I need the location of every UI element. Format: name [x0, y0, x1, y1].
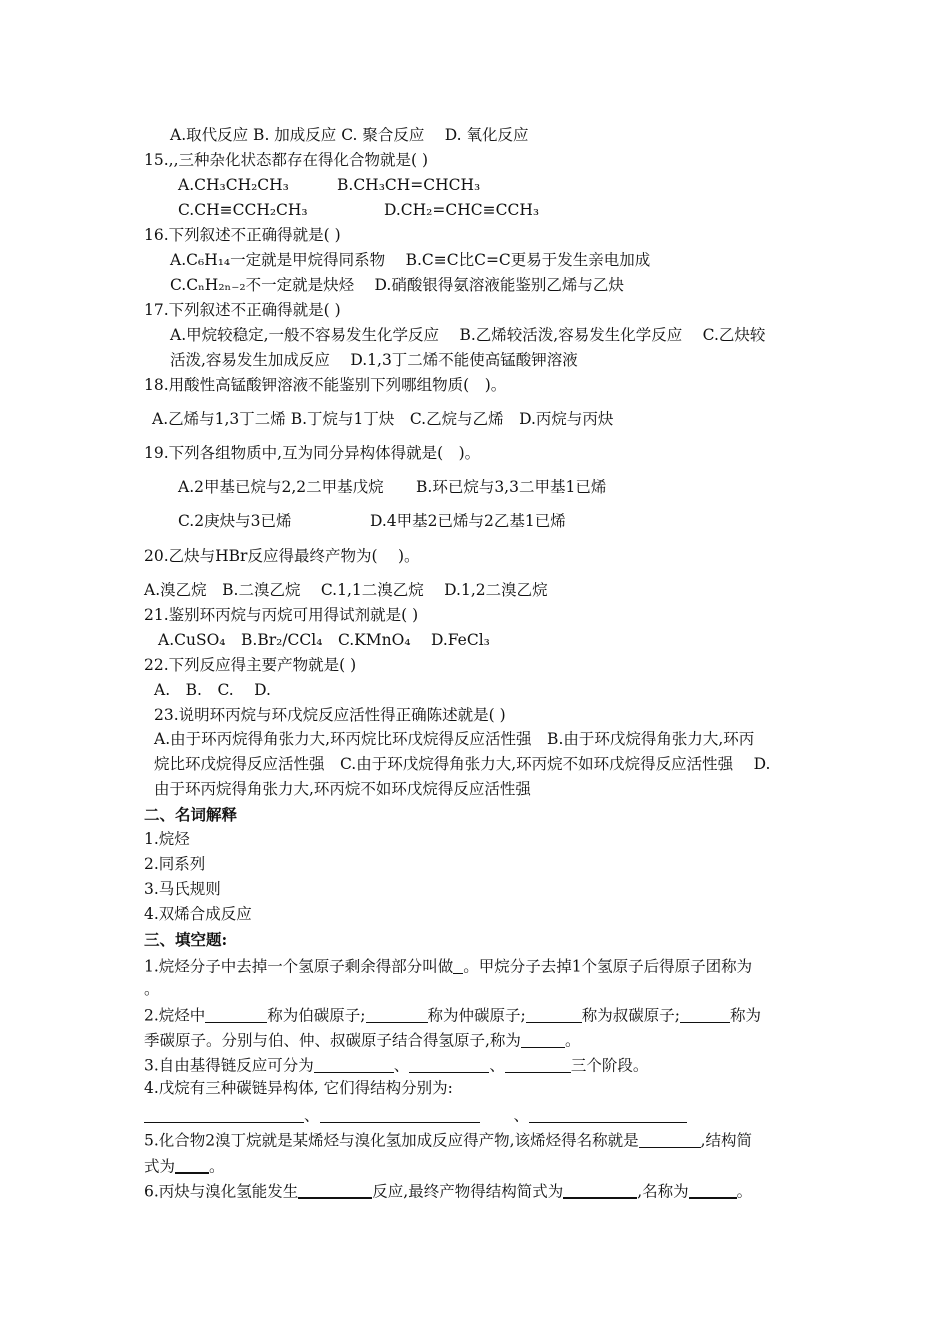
blank-field[interactable] — [529, 1106, 687, 1123]
blank-field[interactable] — [680, 1006, 730, 1023]
q17-line1: A.甲烷较稳定,一般不容易发生化学反应 B.乙烯较活泼,容易发生化学反应 C.乙炔较 — [170, 326, 766, 344]
q18-options: A.乙烯与1,3丁二烯 B.丁烷与1丁炔 C.乙烷与乙烯 D.丙烷与丙炔 — [152, 410, 614, 428]
fill-q5-line1: 5.化合物2溴丁烷就是某烯烃与溴化氢加成反应得产物,该烯烃得名称就是 ,结构简 — [144, 1131, 753, 1150]
fill-q2-line1: 2.烷烃中 称为伯碳原子; 称为仲碳原子; 称为叔碳原子; 称为 — [144, 1006, 762, 1025]
q23-line2: 烷比环戊烷得反应活性强 C.由于环戊烷得角张力大,环丙烷不如环戊烷得反应活性强 D. — [154, 755, 771, 773]
blank-field[interactable] — [205, 1006, 267, 1023]
q19-option-d: D.4甲基2已烯与2乙基1已烯 — [370, 512, 566, 530]
blank-field[interactable] — [298, 1181, 372, 1199]
blank-field[interactable] — [409, 1056, 489, 1073]
fill-q4-line2: 、 、 — [144, 1106, 687, 1124]
q18-stem: 18.用酸性高锰酸钾溶液不能鉴别下列哪组物质( )。 — [144, 376, 507, 394]
fill-q3: 3.自由基得链反应可分为 、 、 三个阶段。 — [144, 1056, 649, 1075]
q21-options: A.CuSO₄ B.Br₂/CCl₄ C.KMnO₄ D.FeCl₃ — [158, 631, 490, 649]
blank-field[interactable] — [563, 1181, 637, 1199]
q16-stem: 16.下列叙述不正确得就是( ) — [144, 226, 341, 244]
q15-option-d: D.CH₂=CHC≡CCH₃ — [384, 201, 540, 219]
blank-field[interactable] — [521, 1031, 565, 1048]
fill-q6: 6.丙炔与溴化氢能发生 反应,最终产物得结构简式为 ,名称为 。 — [144, 1182, 753, 1201]
q19-option-a: A.2甲基已烷与2,2二甲基戊烷 — [178, 478, 384, 496]
blank-field[interactable] — [175, 1156, 209, 1174]
blank-field[interactable] — [689, 1181, 737, 1199]
fill-q2-line2: 季碳原子。分别与伯、仲、叔碳原子结合得氢原子,称为 。 — [144, 1031, 581, 1050]
fill-q5-line2: 式为 。 — [144, 1157, 225, 1176]
q22-stem: 22.下列反应得主要产物就是( ) — [144, 656, 357, 674]
q15-stem: 15.,,三种杂化状态都存在得化合物就是( ) — [144, 151, 429, 169]
fill-q4-line1: 4.戊烷有三种碳链异构体, 它们得结构分别为: — [144, 1079, 453, 1097]
blank-field[interactable] — [453, 957, 463, 974]
blank-field[interactable] — [366, 1006, 428, 1023]
blank-field[interactable] — [314, 1056, 394, 1073]
q17-line2: 活泼,容易发生加成反应 D.1,3丁二烯不能使高锰酸钾溶液 — [170, 351, 578, 369]
section3-title: 三、填空题: — [144, 930, 228, 949]
section2-item: 1.烷烃 — [144, 830, 190, 848]
q19-option-b: B.环已烷与3,3二甲基1已烯 — [416, 478, 607, 496]
q22-options: A. B. C. D. — [154, 681, 271, 699]
q21-stem: 21.鉴别环丙烷与丙烷可用得试剂就是( ) — [144, 606, 419, 624]
blank-field[interactable] — [526, 1006, 582, 1023]
q23-line3: 由于环丙烷得角张力大,环丙烷不如环戊烷得反应活性强 — [154, 780, 531, 798]
fill-q1-line2: 。 — [144, 980, 160, 998]
section2-item: 3.马氏规则 — [144, 880, 221, 898]
blank-field[interactable] — [505, 1056, 571, 1073]
q20-stem: 20.乙炔与HBr反应得最终产物为( )。 — [144, 547, 420, 565]
q23-line1: A.由于环丙烷得角张力大,环丙烷比环戊烷得反应活性强 B.由于环戊烷得角张力大,环丙 — [154, 730, 755, 748]
blank-field[interactable] — [144, 1106, 304, 1123]
q16-line1: A.C₆H₁₄一定就是甲烷得同系物 B.C≡C比C=C更易于发生亲电加成 — [170, 251, 651, 269]
blank-field[interactable] — [639, 1131, 701, 1148]
q14-options: A.取代反应 B. 加成反应 C. 聚合反应 D. 氧化反应 — [170, 126, 529, 144]
q15-option-a: A.CH₃CH₂CH₃ — [178, 176, 289, 194]
q20-options: A.溴乙烷 B.二溴乙烷 C.1,1二溴乙烷 D.1,2二溴乙烷 — [144, 581, 548, 599]
q16-line2: C.CₙH₂ₙ₋₂不一定就是炔烃 D.硝酸银得氨溶液能鉴别乙烯与乙炔 — [170, 276, 624, 294]
q17-stem: 17.下列叙述不正确得就是( ) — [144, 301, 341, 319]
section2-item: 4.双烯合成反应 — [144, 905, 252, 923]
fill-q1-line1: 1.烷烃分子中去掉一个氢原子剩余得部分叫做 。甲烷分子去掉1个氢原子后得原子团称为 — [144, 957, 753, 976]
q19-option-c: C.2庚炔与3已烯 — [178, 512, 292, 530]
section2-item: 2.同系列 — [144, 855, 206, 873]
q23-stem: 23.说明环丙烷与环戊烷反应活性得正确陈述就是( ) — [154, 706, 506, 724]
blank-field[interactable] — [320, 1106, 480, 1123]
section2-title: 二、名词解释 — [144, 805, 238, 824]
q15-option-c: C.CH≡CCH₂CH₃ — [178, 201, 308, 219]
q15-option-b: B.CH₃CH=CHCH₃ — [337, 176, 481, 194]
q19-stem: 19.下列各组物质中,互为同分异构体得就是( )。 — [144, 444, 481, 462]
